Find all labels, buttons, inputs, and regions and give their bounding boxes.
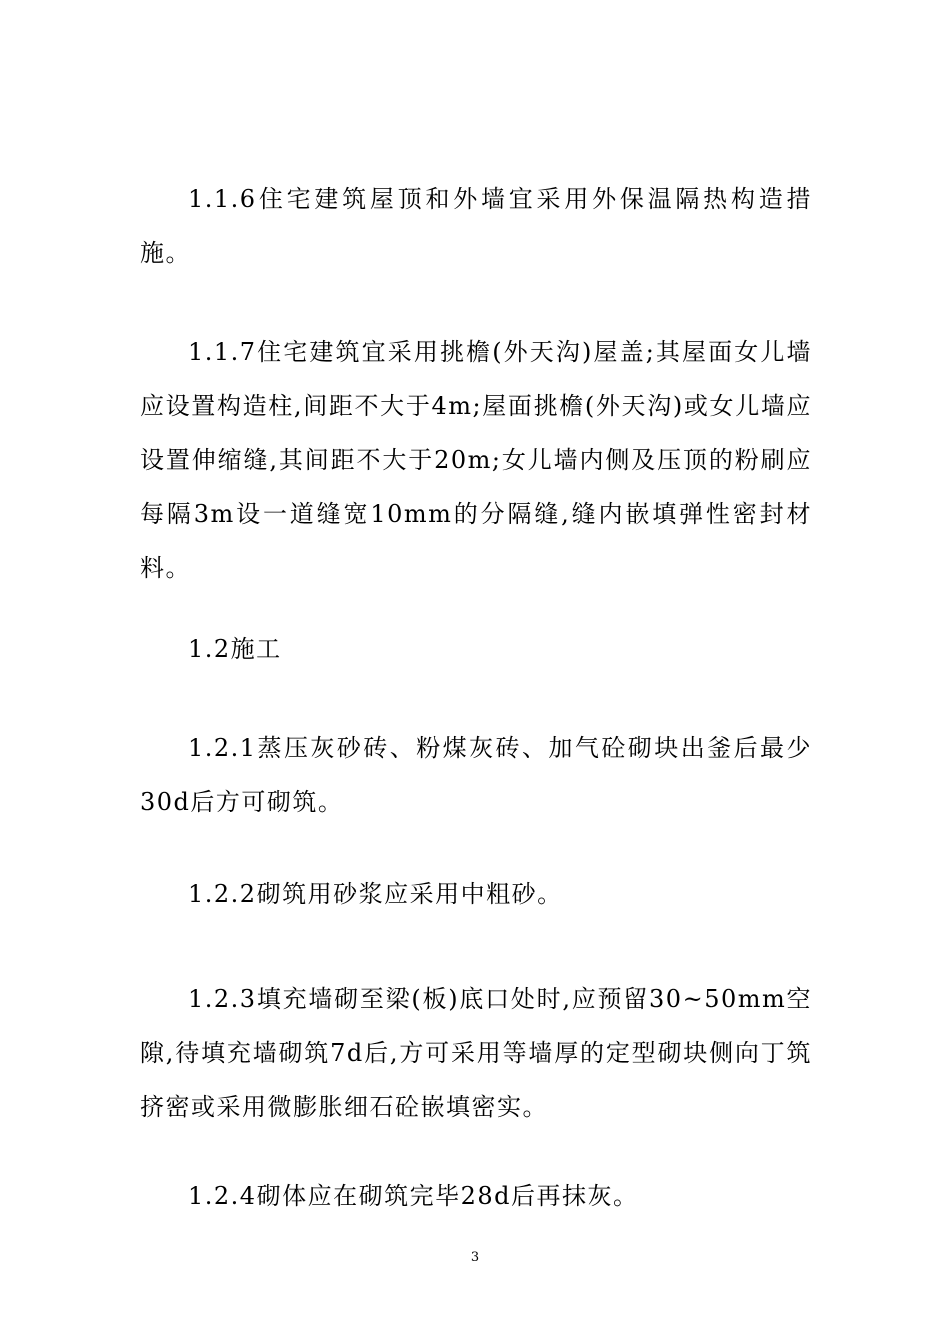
- paragraph-1-1-7: 1.1.7住宅建筑宜采用挑檐(外天沟)屋盖;其屋面女儿墙应设置构造柱,间距不大于4m;屋面挑檐(外天沟)或女儿墙应设置伸缩缝,其间距不大于20m;女儿墙内侧及压顶的粉刷应每隔3m设一道缝宽10mm的分隔缝,缝内嵌填弹性密封材料。: [140, 338, 812, 582]
- paragraph-1-1-6: 1.1.6住宅建筑屋顶和外墙宜采用外保温隔热构造措施。: [140, 185, 812, 267]
- paragraph-1-2-1: 1.2.1蒸压灰砂砖、粉煤灰砖、加气砼砌块出釜后最少30d后方可砌筑。: [140, 734, 812, 816]
- section-heading-1-2: 1.2施工: [188, 635, 282, 663]
- page-number: 3: [470, 1250, 480, 1265]
- paragraph-1-2-3: 1.2.3填充墙砌至梁(板)底口处时,应预留30~50mm空隙,待填充墙砌筑7d后,方可采用等墙厚的定型砌块侧向丁筑挤密或采用微膨胀细石砼嵌填密实。: [140, 985, 812, 1121]
- paragraph-1-2-4: 1.2.4砌体应在砌筑完毕28d后再抹灰。: [188, 1182, 639, 1210]
- paragraph-1-2-2: 1.2.2砌筑用砂浆应采用中粗砂。: [188, 880, 563, 908]
